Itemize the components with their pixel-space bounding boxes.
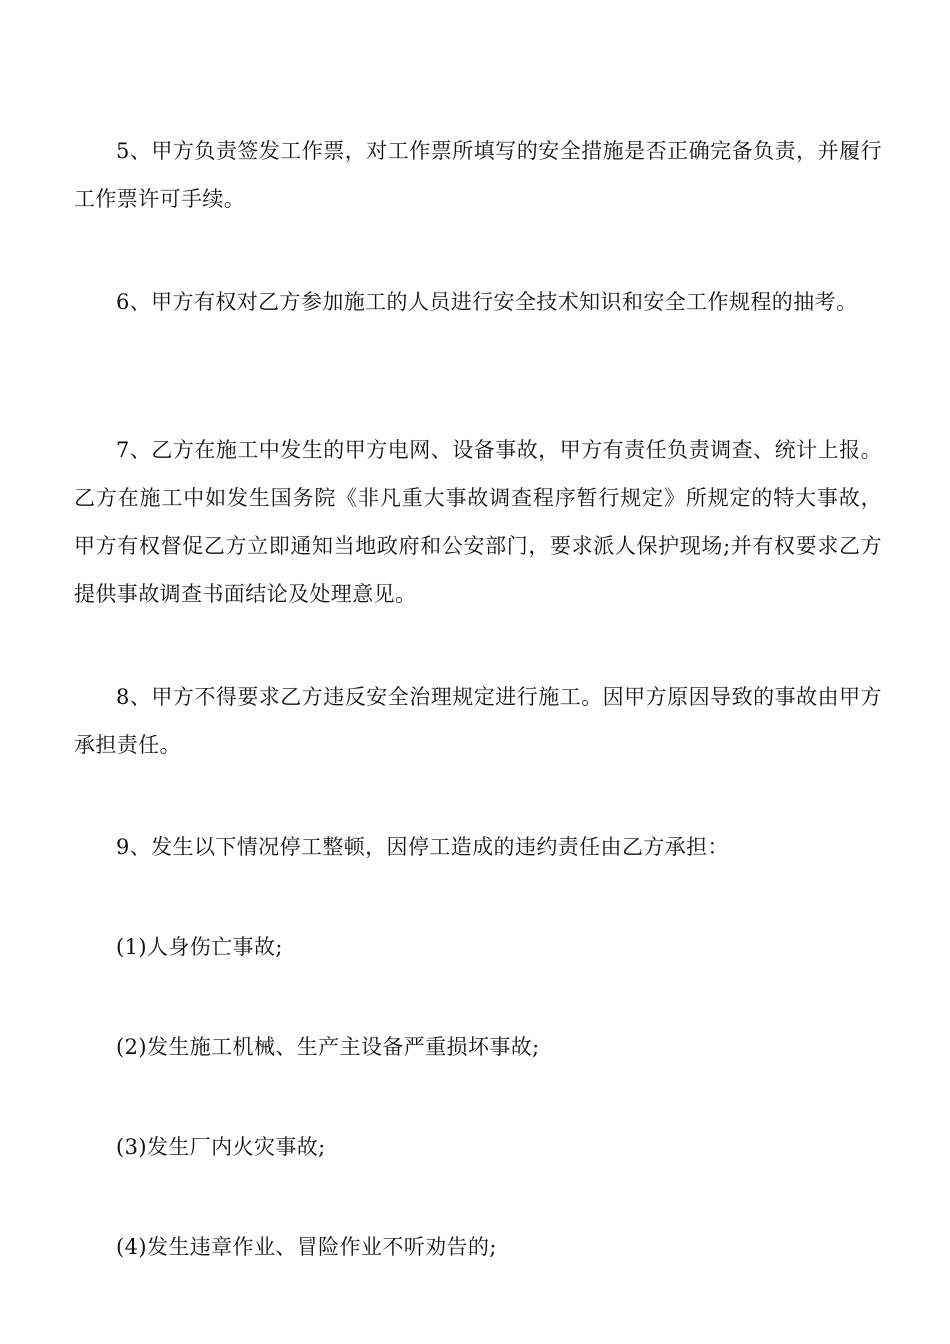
list-item-2: (2)发生施工机械、生产主设备严重损坏事故; — [116, 1035, 540, 1059]
paragraph-8: 8、甲方不得要求乙方违反安全治理规定进行施工。因甲方原因导致的事故由甲方承担责任。 — [74, 685, 882, 757]
list-item-1: (1)人身伤亡事故; — [116, 935, 283, 959]
list-item-4: (4)发生违章作业、冒险作业不听劝告的; — [116, 1235, 497, 1259]
paragraph-9: 9、发生以下情况停工整顿，因停工造成的违约责任由乙方承担： — [116, 835, 729, 859]
paragraph-7: 7、乙方在施工中发生的甲方电网、设备事故，甲方有责任负责调查、统计上报。乙方在施工中如发生国务院《非凡重大事故调查程序暂行规定》所规定的特大事故，甲方有权督促乙方立即通知当地政府和公安部门，要求派人保护现场;并有权要求乙方提供事故调查书面结论及处理意见。 — [74, 438, 882, 606]
list-item-3: (3)发生厂内火灾事故; — [116, 1135, 326, 1159]
paragraph-5: 5、甲方负责签发工作票，对工作票所填写的安全措施是否正确完备负责，并履行工作票许可手续。 — [74, 139, 882, 211]
paragraph-6: 6、甲方有权对乙方参加施工的人员进行安全技术知识和安全工作规程的抽考。 — [116, 290, 858, 314]
